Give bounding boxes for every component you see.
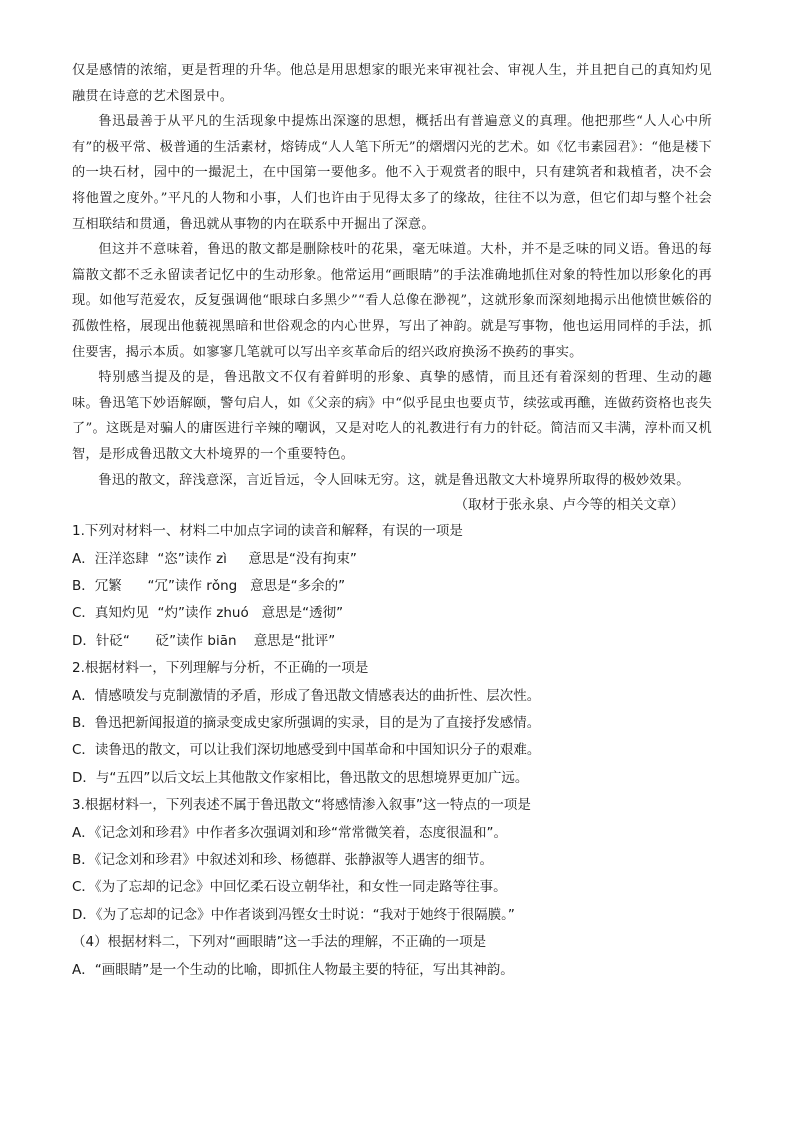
- essay-paragraph-4: 鲁迅的散文，辞浅意深，言近旨远，令人回味无穷。这，就是鲁迅散文大朴境界所取得的极妙效果。: [98, 472, 690, 488]
- source-attribution: （取材于张永泉、卢今等的相关文章）: [454, 497, 684, 514]
- question-2-option-d: D．与“五四”以后文坛上其他散文作家相比，鲁迅散文的思想境界更加广远。: [72, 769, 529, 786]
- essay-paragraph-1: 鲁迅最善于从平凡的生活现象中提炼出深邃的思想，概括出有普遍意义的真理。他把那些“人人心中所有”的极平常、极普通的生活素材，熔铸成“人人笔下所无”的熠熠闪光的艺术。如《忆韦素园君》：“他是楼下的一块石材，园中的一撮泥土，在中国第一要他多。他不入于观赏者的眼中，只有建筑者和栽植者，决不会将他置之度外。”平凡的人物和小事，人们也许由于见得太多了的缘故，往往不以为意，但它们却与整个社会互相联结和贯通，鲁迅就从事物的内在联系中开掘出了深意。: [72, 114, 712, 232]
- question-4-stem: （4）根据材料二，下列对“画眼睛”这一手法的理解，不正确的一项是: [72, 934, 487, 951]
- essay-text: [72, 58, 712, 518]
- question-1-option-a: A．汪洋恣肆 “恣”读作 zì 意思是“没有拘束”: [72, 550, 357, 567]
- question-2-stem: 2.根据材料一，下列理解与分析，不正确的一项是: [72, 660, 369, 677]
- essay-paragraph-3: 特别感当提及的是，鲁迅散文不仅有着鲜明的形象、真挚的感情，而且还有着深刻的哲理、生动的趣味。鲁迅笔下妙语解颐，警句启人，如《父亲的病》中“似乎昆虫也要贞节，续弦或再醮，连做药资格也丧失了”。这既是对骗人的庸医进行辛辣的嘲讽，又是对吃人的礼教进行有力的针砭。简洁而又丰满，淳朴而又机智，是形成鲁迅散文大朴境界的一个重要特色。: [72, 370, 712, 462]
- question-3-option-b: B．《记念刘和珍君》中叙述刘和珍、杨德群、张静淑等人遇害的细节。: [72, 851, 494, 868]
- questions-section: [72, 518, 712, 984]
- question-1-stem: 1.下列对材料一、材料二中加点字词的读音和解释，有误的一项是: [72, 523, 463, 540]
- essay-paragraph-continuation: 仅是感情的浓缩，更是哲理的升华。他总是用思想家的眼光来审视社会、审视人生，并且把自己的真知灼见融贯在诗意的艺术图景中。: [72, 63, 712, 104]
- question-3-stem: 3.根据材料一，下列表述不属于鲁迅散文“将感情渗入叙事”这一特点的一项是: [72, 797, 531, 814]
- question-2-option-c: C．读鲁迅的散文，可以让我们深切地感受到中国革命和中国知识分子的艰难。: [72, 742, 541, 759]
- question-1-option-b: B．冗繁 “冗”读作 rǒng 意思是“多余的”: [72, 577, 346, 594]
- question-1-option-c: C．真知灼见 “灼”读作 zhuó 意思是“透彻”: [72, 605, 344, 622]
- essay-paragraph-2: 但这并不意味着，鲁迅的散文都是删除枝叶的花果，毫无味道。大朴，并不是乏味的同义语。鲁迅的每篇散文都不乏永留读者记忆中的生动形象。他常运用“画眼睛”的手法准确地抓住对象的特性加以形象化的再现。如他写范爱农，反复强调他“眼球白多黑少”“看人总像在渺视”，这就形象而深刻地揭示出他愤世嫉俗的孤傲性格，展现出他藐视黑暗和世俗观念的内心世界，写出了神韵。就是写事物，他也运用同样的手法，抓住要害，揭示本质。如寥寥几笔就可以写出辛亥革命后的绍兴政府换汤不换药的事实。: [72, 242, 712, 360]
- question-4-option-a: A．“画眼睛”是一个生动的比喻，即抓住人物最主要的特征，写出其神韵。: [72, 961, 514, 978]
- question-1-option-d: D．针砭“ 砭”读作 biān 意思是“批评”: [72, 632, 336, 649]
- question-2-option-a: A．情感喷发与克制激情的矛盾，形成了鲁迅散文情感表达的曲折性、层次性。: [72, 687, 541, 704]
- question-3-option-a: A．《记念刘和珍君》中作者多次强调刘和珍“常常微笑着，态度很温和”。: [72, 824, 507, 841]
- question-3-option-c: C．《为了忘却的记念》中回忆柔石设立朝华社，和女性一同走路等往事。: [72, 879, 507, 896]
- question-2-option-b: B．鲁迅把新闻报道的摘录变成史家所强调的实录，目的是为了直接抒发感情。: [72, 714, 541, 731]
- question-3-option-d: D．《为了忘却的记念》中作者谈到冯铿女士时说：“我对于她终于很隔膜。”: [72, 906, 515, 923]
